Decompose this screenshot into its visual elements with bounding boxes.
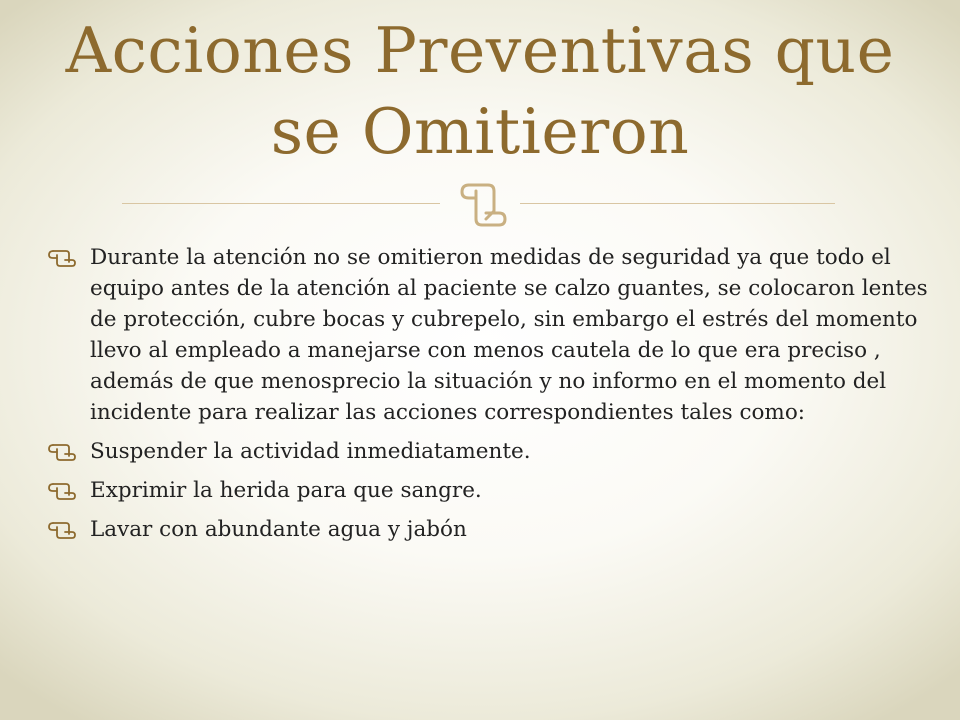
list-item-text: Lavar con abundante agua y jabón bbox=[90, 517, 467, 542]
list-item bbox=[48, 475, 928, 506]
list-item-text: Suspender la actividad inmediatamente. bbox=[90, 439, 531, 464]
scroll-bullet-icon bbox=[48, 482, 76, 500]
scroll-bullet-icon bbox=[48, 443, 76, 461]
list-item-text: Exprimir la herida para que sangre. bbox=[90, 478, 482, 503]
scroll-bullet-icon bbox=[48, 521, 76, 539]
bullet-list bbox=[48, 242, 928, 545]
title-rule-left bbox=[122, 203, 440, 204]
scroll-bullet-icon bbox=[48, 249, 76, 267]
scroll-ornament-icon bbox=[458, 181, 508, 227]
list-item-text: Durante la atención no se omitieron medidas de seguridad ya que todo el equipo antes de la atención al paciente se calzo guantes, se colocaron lentes de protección, cubre bocas y cubrepelo, sin embargo el estrés del momento llevo al empleado a manejarse con menos cautela de lo que era preciso , además de que menosprecio la situación y no informo en el momento del incidente para realizar las acciones correspondientes tales como: bbox=[90, 245, 928, 425]
list-item bbox=[48, 514, 928, 545]
title-rule-right bbox=[520, 203, 835, 204]
list-item bbox=[48, 242, 928, 428]
slide-title: Acciones Preventivas que se Omitieron bbox=[65, 14, 895, 168]
list-item bbox=[48, 436, 928, 467]
